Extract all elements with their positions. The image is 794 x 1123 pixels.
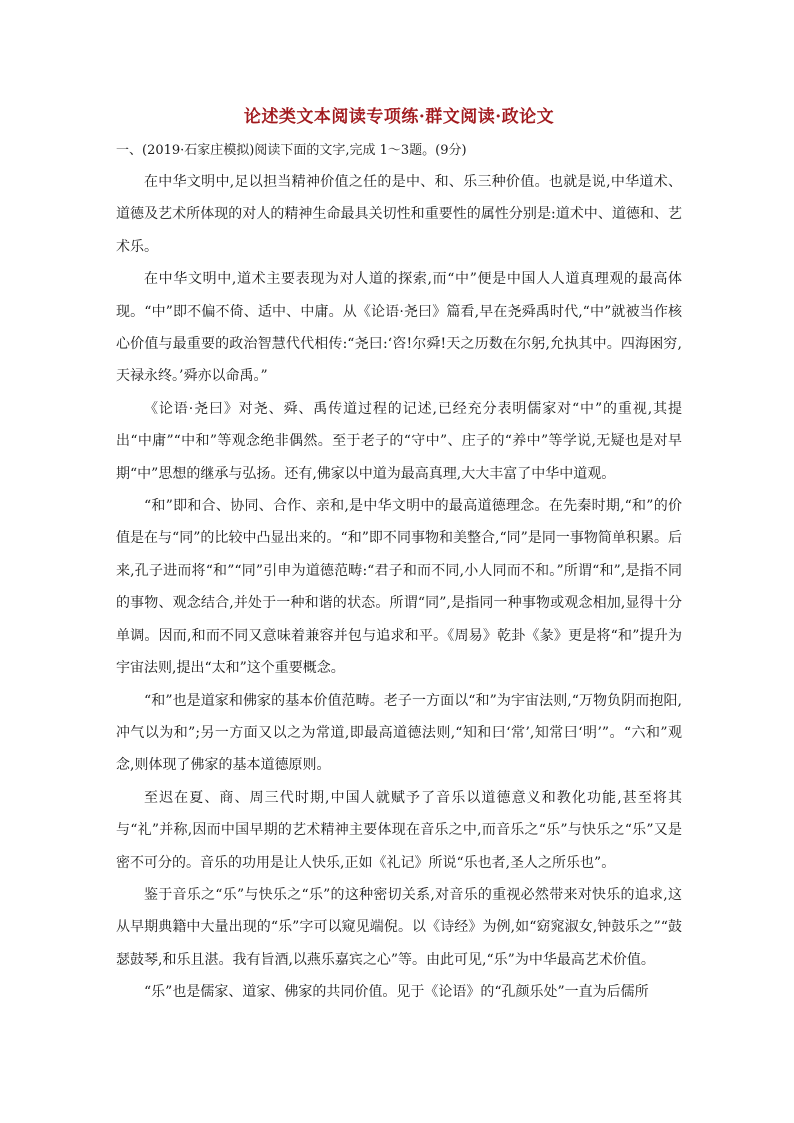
paragraph-4: “和”即和合、协同、合作、亲和,是中华文明中的最高道德理念。在先秦时期,“和”的价值是在与“同”的比较中凸显出来的。“和”即不同事物和美整合,“同”是同一事物简单积累。后来,孔子进而将“和”“同”引申为道德范畴:“君子和而不同,小人同而不和。”所谓“和”,是指不同的事物、观念结合,并处于一种和谐的状态。所谓“同”,是指同一种事物或观念相加,显得十分单调。因而,和而不同又意味着兼容并包与追求和平。《周易》乾卦《彖》更是将“和”提升为宇宙法则,提出“太和”这个重要概念。 [116, 498, 682, 677]
paragraph-8: “乐”也是儒家、道家、佛家的共同价值。见于《论语》的“孔颜乐处”一直为后儒所 [144, 984, 649, 1001]
document-title: 论述类文本阅读专项练·群文阅读·政论文 [243, 107, 555, 127]
paragraph-3: 《论语·尧曰》对尧、舜、禹传道过程的记述,已经充分表明儒家对“中”的重视,其提出“中庸”“中和”等观念绝非偶然。至于老子的“守中”、庄子的“养中”等学说,无疑也是对早期“中”思想的继承与弘扬。还有,佛家以中道为最高真理,大大丰富了中华中道观。 [116, 400, 682, 482]
paragraph-1: 在中华文明中,足以担当精神价值之任的是中、和、乐三种价值。也就是说,中华道术、道德及艺术所体现的对人的精神生命最具关切性和重要性的属性分别是:道术中、道德和、艺术乐。 [116, 174, 682, 255]
paragraph-5: “和”也是道家和佛家的基本价值范畴。老子一方面以“和”为宇宙法则,“万物负阴而抱阳,冲气以为和”;另一方面又以之为常道,即最高道德法则,“知和曰‘常’,知常曰‘明’”。“六和”观念,则体现了佛家的基本道德原则。 [116, 692, 682, 774]
paragraph-6: 至迟在夏、商、周三代时期,中国人就赋予了音乐以道德意义和教化功能,甚至将其与“礼”并称,因而中国早期的艺术精神主要体现在音乐之中,而音乐之“乐”与快乐之“乐”又是密不可分的。音乐的功用是让人快乐,正如《礼记》所说“乐也者,圣人之所乐也”。 [116, 789, 682, 871]
question-header: 一、(2019·石家庄模拟)阅读下面的文字,完成 1～3题。(9分) [116, 143, 467, 158]
paragraph-2: 在中华文明中,道术主要表现为对人道的探索,而“中”便是中国人人道真理观的最高体现。“中”即不偏不倚、适中、中庸。从《论语·尧曰》篇看,早在尧舜禹时代,“中”就被当作核心价值与最重要的政治智慧代代相传:“尧曰:‘咨!尔舜!天之历数在尔躬,允执其中。四海困穷,天禄永终。’舜亦以命禹。” [116, 271, 682, 385]
paragraph-7: 鉴于音乐之“乐”与快乐之“乐”的这种密切关系,对音乐的重视必然带来对快乐的追求,这从早期典籍中大量出现的“乐”字可以窥见端倪。以《诗经》为例,如“窈窕淑女,钟鼓乐之”“鼓瑟鼓琴,和乐且湛。我有旨酒,以燕乐嘉宾之心”等。由此可见,“乐”为中华最高艺术价值。 [116, 886, 682, 968]
